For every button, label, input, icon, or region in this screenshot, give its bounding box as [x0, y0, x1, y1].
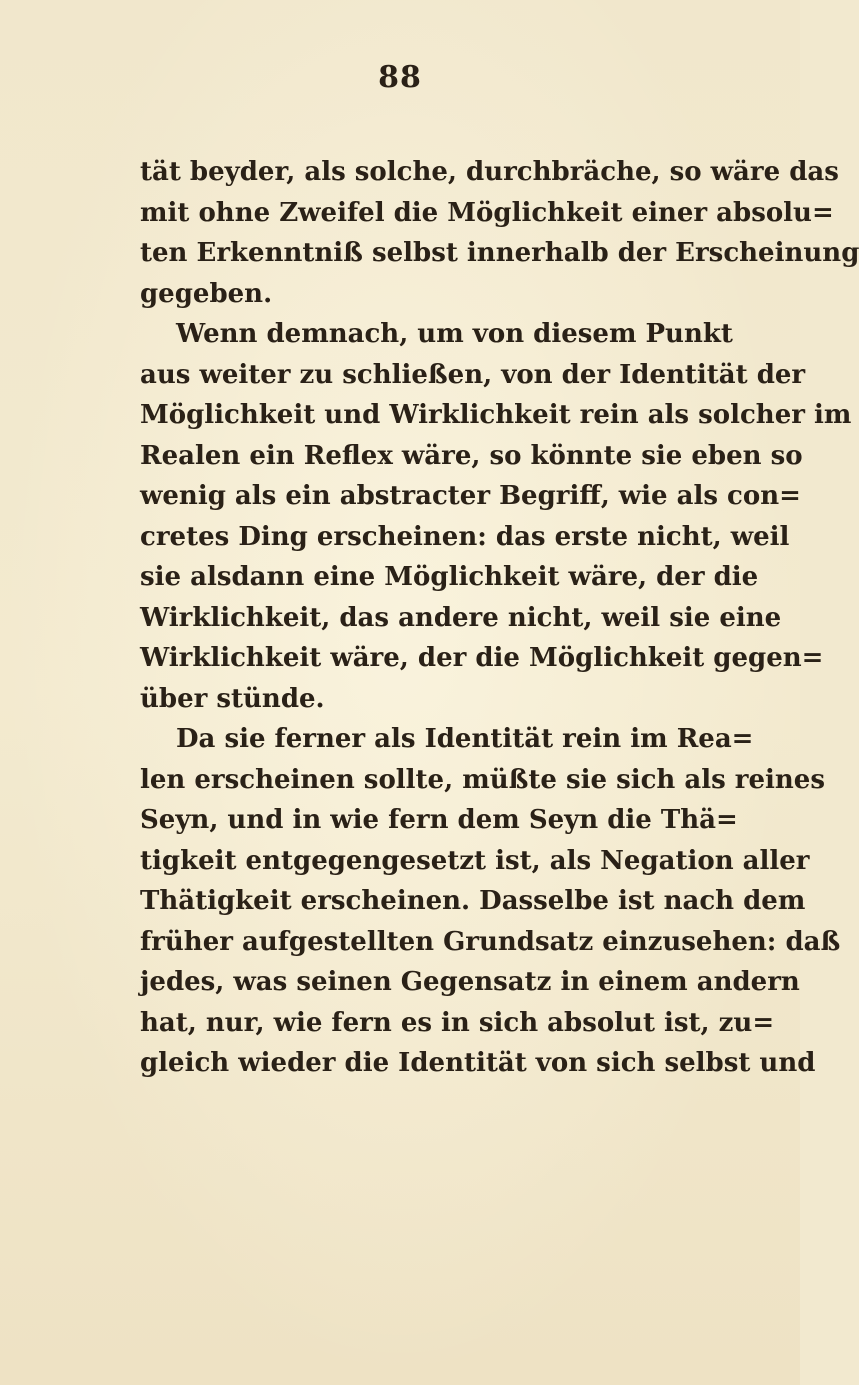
text-line: Da sie ferner als Identität rein im Rea= — [176, 724, 754, 754]
text-line: ten Erkenntniß selbst innerhalb der Erscheinung — [140, 238, 859, 268]
text-line: jedes, was seinen Gegensatz in einem andern — [140, 967, 800, 997]
text-line: Seyn, und in wie fern dem Seyn die Thä= — [140, 805, 738, 835]
text-line: Möglichkeit und Wirklichkeit rein als solcher im — [140, 400, 852, 430]
text-line: cretes Ding erscheinen: das erste nicht, weil — [140, 521, 790, 552]
text-line: mit ohne Zweifel die Möglichkeit einer absolu= — [140, 197, 834, 228]
text-line: Realen ein Reflex wäre, so könnte sie eben so — [140, 440, 803, 471]
text-line: tät beyder, als solche, durchbräche, so wäre das — [140, 157, 839, 187]
text-line: sie alsdann eine Möglichkeit wäre, der die — [140, 562, 759, 592]
text-line: tigkeit entgegengesetzt ist, als Negation aller — [140, 845, 810, 876]
text-line: len erscheinen sollte, müßte sie sich als reines — [140, 764, 825, 795]
text-line: gleich wieder die Identität von sich selbst und — [140, 1048, 816, 1078]
page-number: 88 — [378, 60, 422, 95]
text-line: früher aufgestellten Grundsatz einzusehen: daß — [140, 926, 841, 957]
text-line: gegeben. — [140, 278, 273, 309]
text-line: Wirklichkeit, das andere nicht, weil sie eine — [140, 602, 782, 633]
body-text — [140, 152, 859, 1084]
text-line: aus weiter zu schließen, von der Identität der — [140, 359, 806, 390]
text-line: über stünde. — [140, 683, 325, 714]
text-line: hat, nur, wie fern es in sich absolut ist, zu= — [140, 1007, 775, 1038]
text-line: Wirklichkeit wäre, der die Möglichkeit gegen= — [140, 643, 824, 673]
text-line: Thätigkeit erscheinen. Dasselbe ist nach dem — [140, 886, 806, 916]
text-line: Wenn demnach, um von diesem Punkt — [176, 319, 733, 349]
text-line: wenig als ein abstracter Begriff, wie als con= — [140, 481, 801, 511]
